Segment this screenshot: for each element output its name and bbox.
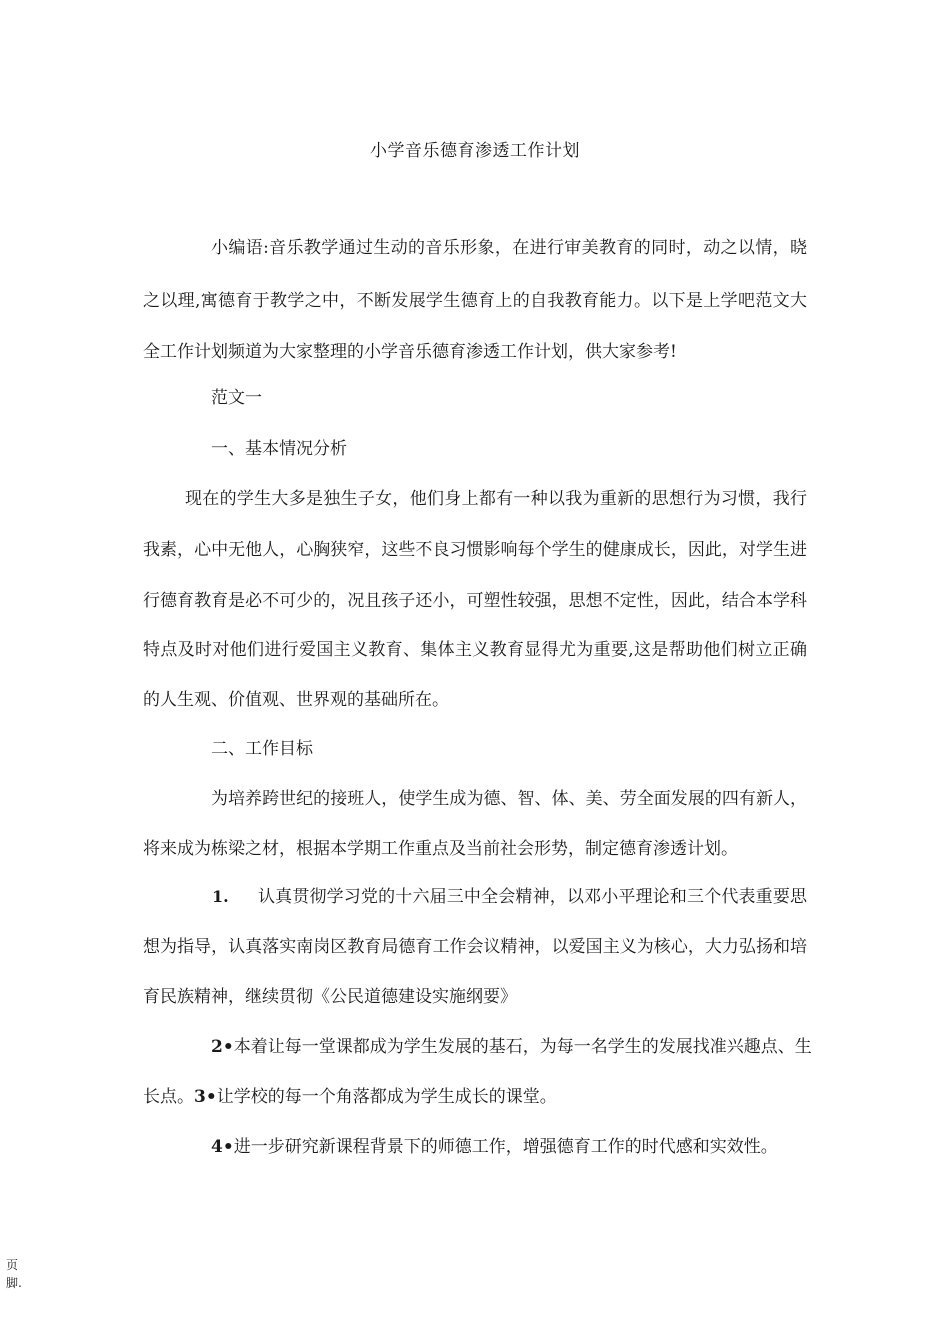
item4-text: 进一步研究新课程背景下的师德工作，增强德育工作的时代感和实效性。 (233, 1137, 778, 1157)
item2-continuation: 长点。 (143, 1087, 194, 1107)
intro-line-2: 之以理,寓德育于教学之中，不断发展学生德育上的自我教育能力。以下是上学吧范文大 (143, 291, 807, 311)
section1-heading: 一、基本情况分析 (211, 439, 347, 459)
footer-line-1: 页 (6, 1258, 19, 1272)
section2-line-2: 将来成为栋梁之材，根据本学期工作重点及当前社会形势，制定德育渗透计划。 (143, 839, 738, 859)
item3-number: 3• (194, 1087, 217, 1107)
item4-number: 4• (211, 1137, 234, 1157)
item2-line-2 (143, 1085, 557, 1109)
item1-line-3: 育民族精神，继续贯彻《公民道德建设实施纲要》 (143, 987, 517, 1007)
item1-line-2: 想为指导，认真落实南岗区教育局德育工作会议精神，以爱国主义为核心，大力弘扬和培 (143, 937, 807, 957)
item4-line (211, 1135, 778, 1159)
item1-line-1: 认真贯彻学习党的十六届三中全会精神，以邓小平理论和三个代表重要思 (258, 887, 807, 907)
section2-heading: 二、工作目标 (211, 739, 313, 759)
section1-line-2: 我素，心中无他人，心胸狭窄，这些不良习惯影响每个学生的健康成长，因此，对学生进 (143, 540, 807, 560)
item1-number: 1. (212, 887, 229, 906)
section1-line-5: 的人生观、价值观、世界观的基础所在。 (143, 690, 449, 710)
intro-line-1: 小编语:音乐教学通过生动的音乐形象，在进行审美教育的同时，动之以情，晓 (211, 238, 807, 258)
item2-number: 2• (211, 1037, 234, 1057)
item2-line-1 (211, 1035, 812, 1059)
section1-line-4: 特点及时对他们进行爱国主义教育、集体主义教育显得尤为重要,这是帮助他们树立正确 (143, 640, 807, 660)
section1-line-1: 现在的学生大多是独生子女，他们身上都有一种以我为重新的思想行为习惯，我行 (185, 489, 807, 509)
item3-text: 让学校的每一个角落都成为学生成长的课堂。 (216, 1087, 557, 1107)
document-title: 小学音乐德育渗透工作计划 (370, 141, 580, 161)
item2-text: 本着让每一堂课都成为学生发展的基石，为每一名学生的发展找准兴趣点、生 (233, 1037, 812, 1057)
intro-line-3: 全工作计划频道为大家整理的小学音乐德育渗透工作计划，供大家参考! (143, 342, 677, 362)
section2-line-1: 为培养跨世纪的接班人，使学生成为德、智、体、美、劳全面发展的四有新人， (211, 789, 807, 809)
section1-line-3: 行德育教育是必不可少的，况且孩子还小，可塑性较强，思想不定性，因此，结合本学科 (143, 591, 807, 611)
footer-line-2: 脚. (6, 1276, 22, 1290)
page-footer (6, 1256, 22, 1292)
sample-heading: 范文一 (211, 388, 262, 408)
